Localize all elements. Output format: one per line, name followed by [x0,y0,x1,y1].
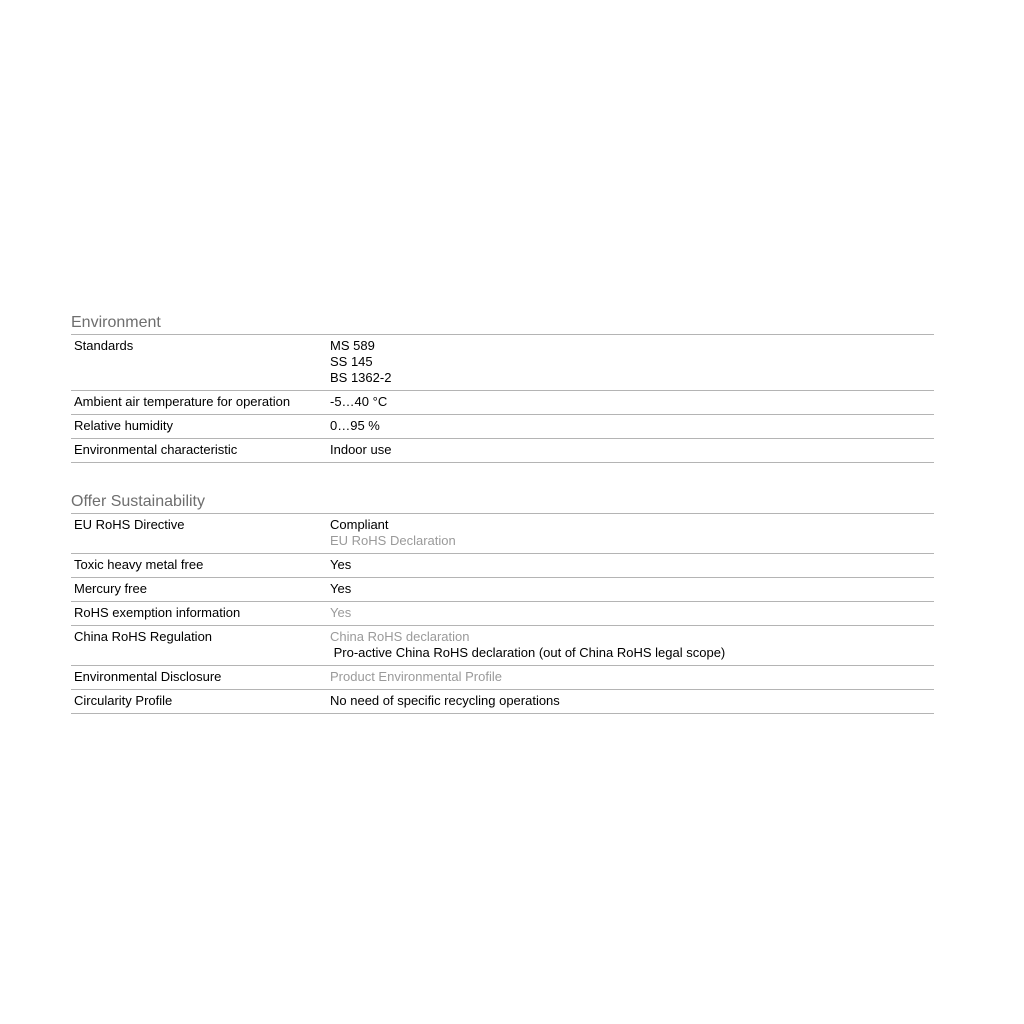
value-link[interactable]: Product Environmental Profile [330,669,502,684]
row-value: Yes [330,581,352,596]
row-values [330,338,934,386]
table-row [71,602,934,626]
row-values [330,394,934,410]
table-row [71,626,934,666]
row-label: Relative humidity [74,418,173,433]
table-row [71,415,934,439]
row-label: Environmental Disclosure [74,669,222,684]
row-values [330,581,934,597]
row-value: Compliant [330,517,389,532]
row-values [330,557,934,573]
row-values [330,605,934,621]
table-row [71,514,934,554]
value-link[interactable]: Yes [330,605,352,620]
row-value: No need of specific recycling operations [330,693,560,708]
row-value: -5…40 °C [330,394,388,409]
row-label: Standards [74,338,134,353]
row-label: EU RoHS Directive [74,517,185,532]
row-value: SS 145 [330,354,373,369]
row-label: China RoHS Regulation [74,629,213,644]
row-values [330,669,934,685]
offer-sustainability-section [71,492,934,714]
row-label: Environmental characteristic [74,442,238,457]
row-value: BS 1362-2 [330,370,392,385]
section-title: Environment [71,313,934,335]
table-row [71,554,934,578]
row-label: RoHS exemption information [74,605,241,620]
row-values [330,418,934,434]
spec-table [71,514,934,714]
row-values [330,517,934,549]
row-values [330,442,934,458]
value-link[interactable]: EU RoHS Declaration [330,533,456,548]
row-value: Yes [330,557,352,572]
row-value: Pro-active China RoHS declaration (out of China RoHS legal scope) [330,645,726,660]
row-label: Mercury free [74,581,147,596]
table-row [71,666,934,690]
row-values [330,629,934,661]
row-label: Circularity Profile [74,693,173,708]
row-label: Ambient air temperature for operation [74,394,291,409]
row-value: Indoor use [330,442,392,457]
table-row [71,578,934,602]
table-row [71,335,934,391]
row-value: 0…95 % [330,418,380,433]
table-row [71,439,934,463]
row-value: MS 589 [330,338,375,353]
spec-table [71,335,934,463]
table-row [71,391,934,415]
table-row [71,690,934,714]
value-link[interactable]: China RoHS declaration [330,629,470,644]
row-values [330,693,934,709]
environment-section [71,313,934,463]
section-title: Offer Sustainability [71,492,934,514]
row-label: Toxic heavy metal free [74,557,204,572]
